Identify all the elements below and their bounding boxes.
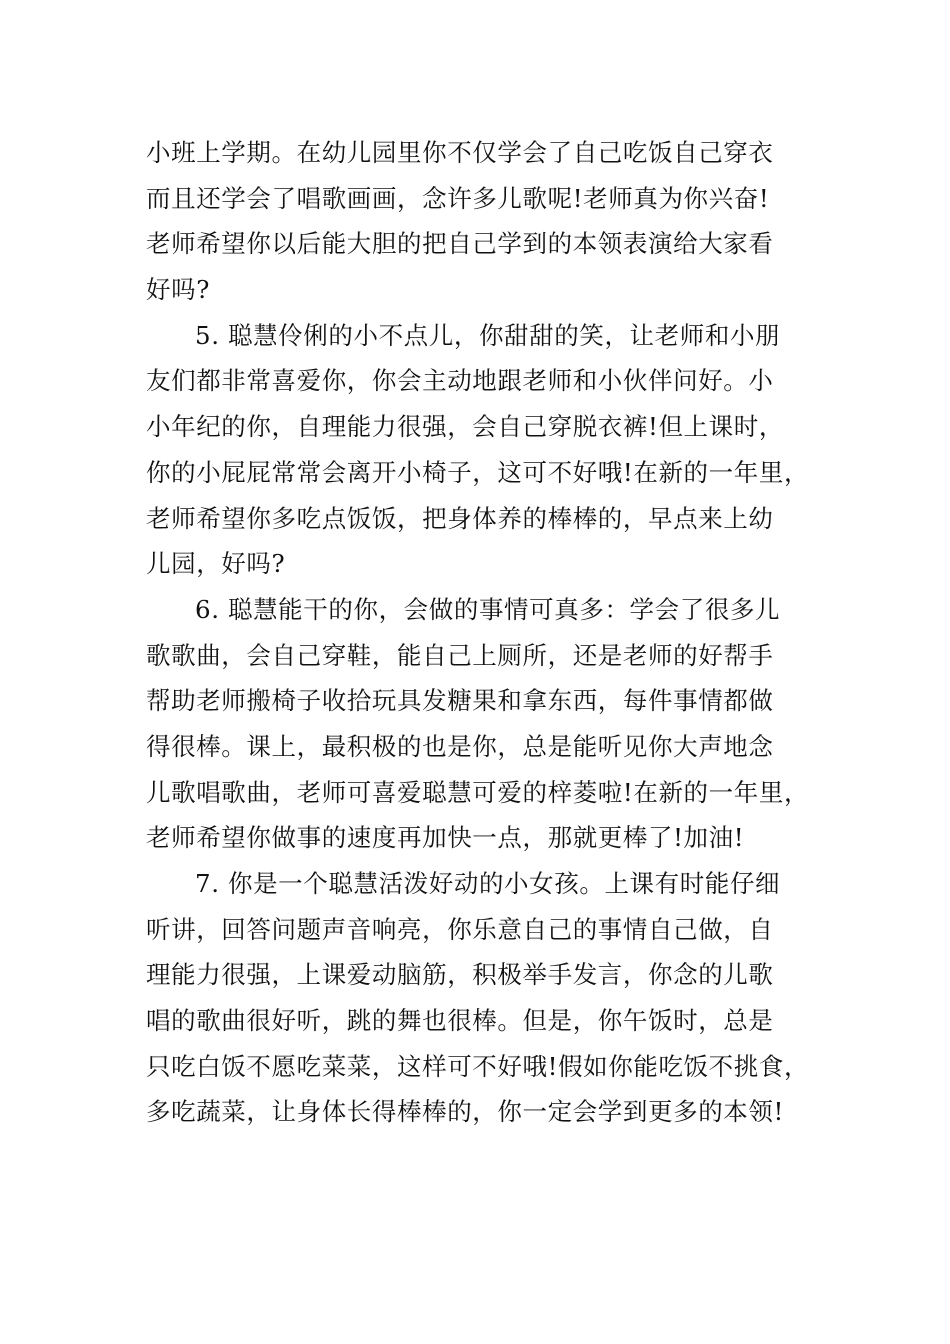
text-line: 老师希望你做事的速度再加快一点，那就更棒了!加油! xyxy=(146,823,745,853)
paragraph-5-start: 5. 聪慧伶俐的小不点儿，你甜甜的笑，让老师和小朋 xyxy=(195,320,781,350)
text-line: 得很棒。课上，最积极的也是你，总是能听见你大声地念 xyxy=(146,731,774,761)
text-line: 小年纪的你，自理能力很强，会自己穿脱衣裤!但上课时， xyxy=(146,412,784,442)
text-line: 唱的歌曲很好听，跳的舞也很棒。但是，你午饭时，总是 xyxy=(146,1006,774,1036)
text-line: 听讲，回答问题声音响亮，你乐意自己的事情自己做，自 xyxy=(146,914,774,944)
text-line: 多吃蔬菜，让身体长得棒棒的，你一定会学到更多的本领! xyxy=(146,1097,784,1127)
text-line: 只吃白饭不愿吃菜菜，这样可不好哦!假如你能吃饭不挑食， xyxy=(146,1051,810,1081)
text-line: 而且还学会了唱歌画画，念许多儿歌呢!老师真为你兴奋! xyxy=(146,183,770,213)
text-line: 理能力很强，上课爱动脑筋，积极举手发言，你念的儿歌 xyxy=(146,960,774,990)
text-line: 儿歌唱歌曲，老师可喜爱聪慧可爱的梓菱啦!在新的一年里， xyxy=(146,777,810,807)
text-line: 好吗? xyxy=(146,275,210,305)
text-line: 帮助老师搬椅子收拾玩具发糖果和拿东西，每件事情都做 xyxy=(146,686,774,716)
body-text xyxy=(146,130,826,1135)
text-line: 儿园，好吗? xyxy=(146,549,286,579)
paragraph-6-start: 6. 聪慧能干的你，会做的事情可真多：学会了很多儿 xyxy=(195,594,781,624)
text-line: 歌歌曲，会自己穿鞋，能自己上厕所，还是老师的好帮手 xyxy=(146,640,774,670)
text-line: 友们都非常喜爱你，你会主动地跟老师和小伙伴问好。小 xyxy=(146,366,774,396)
text-line: 你的小屁屁常常会离开小椅子，这可不好哦!在新的一年里， xyxy=(146,457,810,487)
paragraph-7-start: 7. 你是一个聪慧活泼好动的小女孩。上课有时能仔细 xyxy=(195,869,781,898)
text-line: 老师希望你以后能大胆的把自己学到的本领表演给大家看 xyxy=(146,229,774,259)
text-line: 老师希望你多吃点饭饭，把身体养的棒棒的，早点来上幼 xyxy=(146,503,774,533)
text-line: 小班上学期。在幼儿园里你不仅学会了自己吃饭自己穿衣 xyxy=(146,138,774,167)
